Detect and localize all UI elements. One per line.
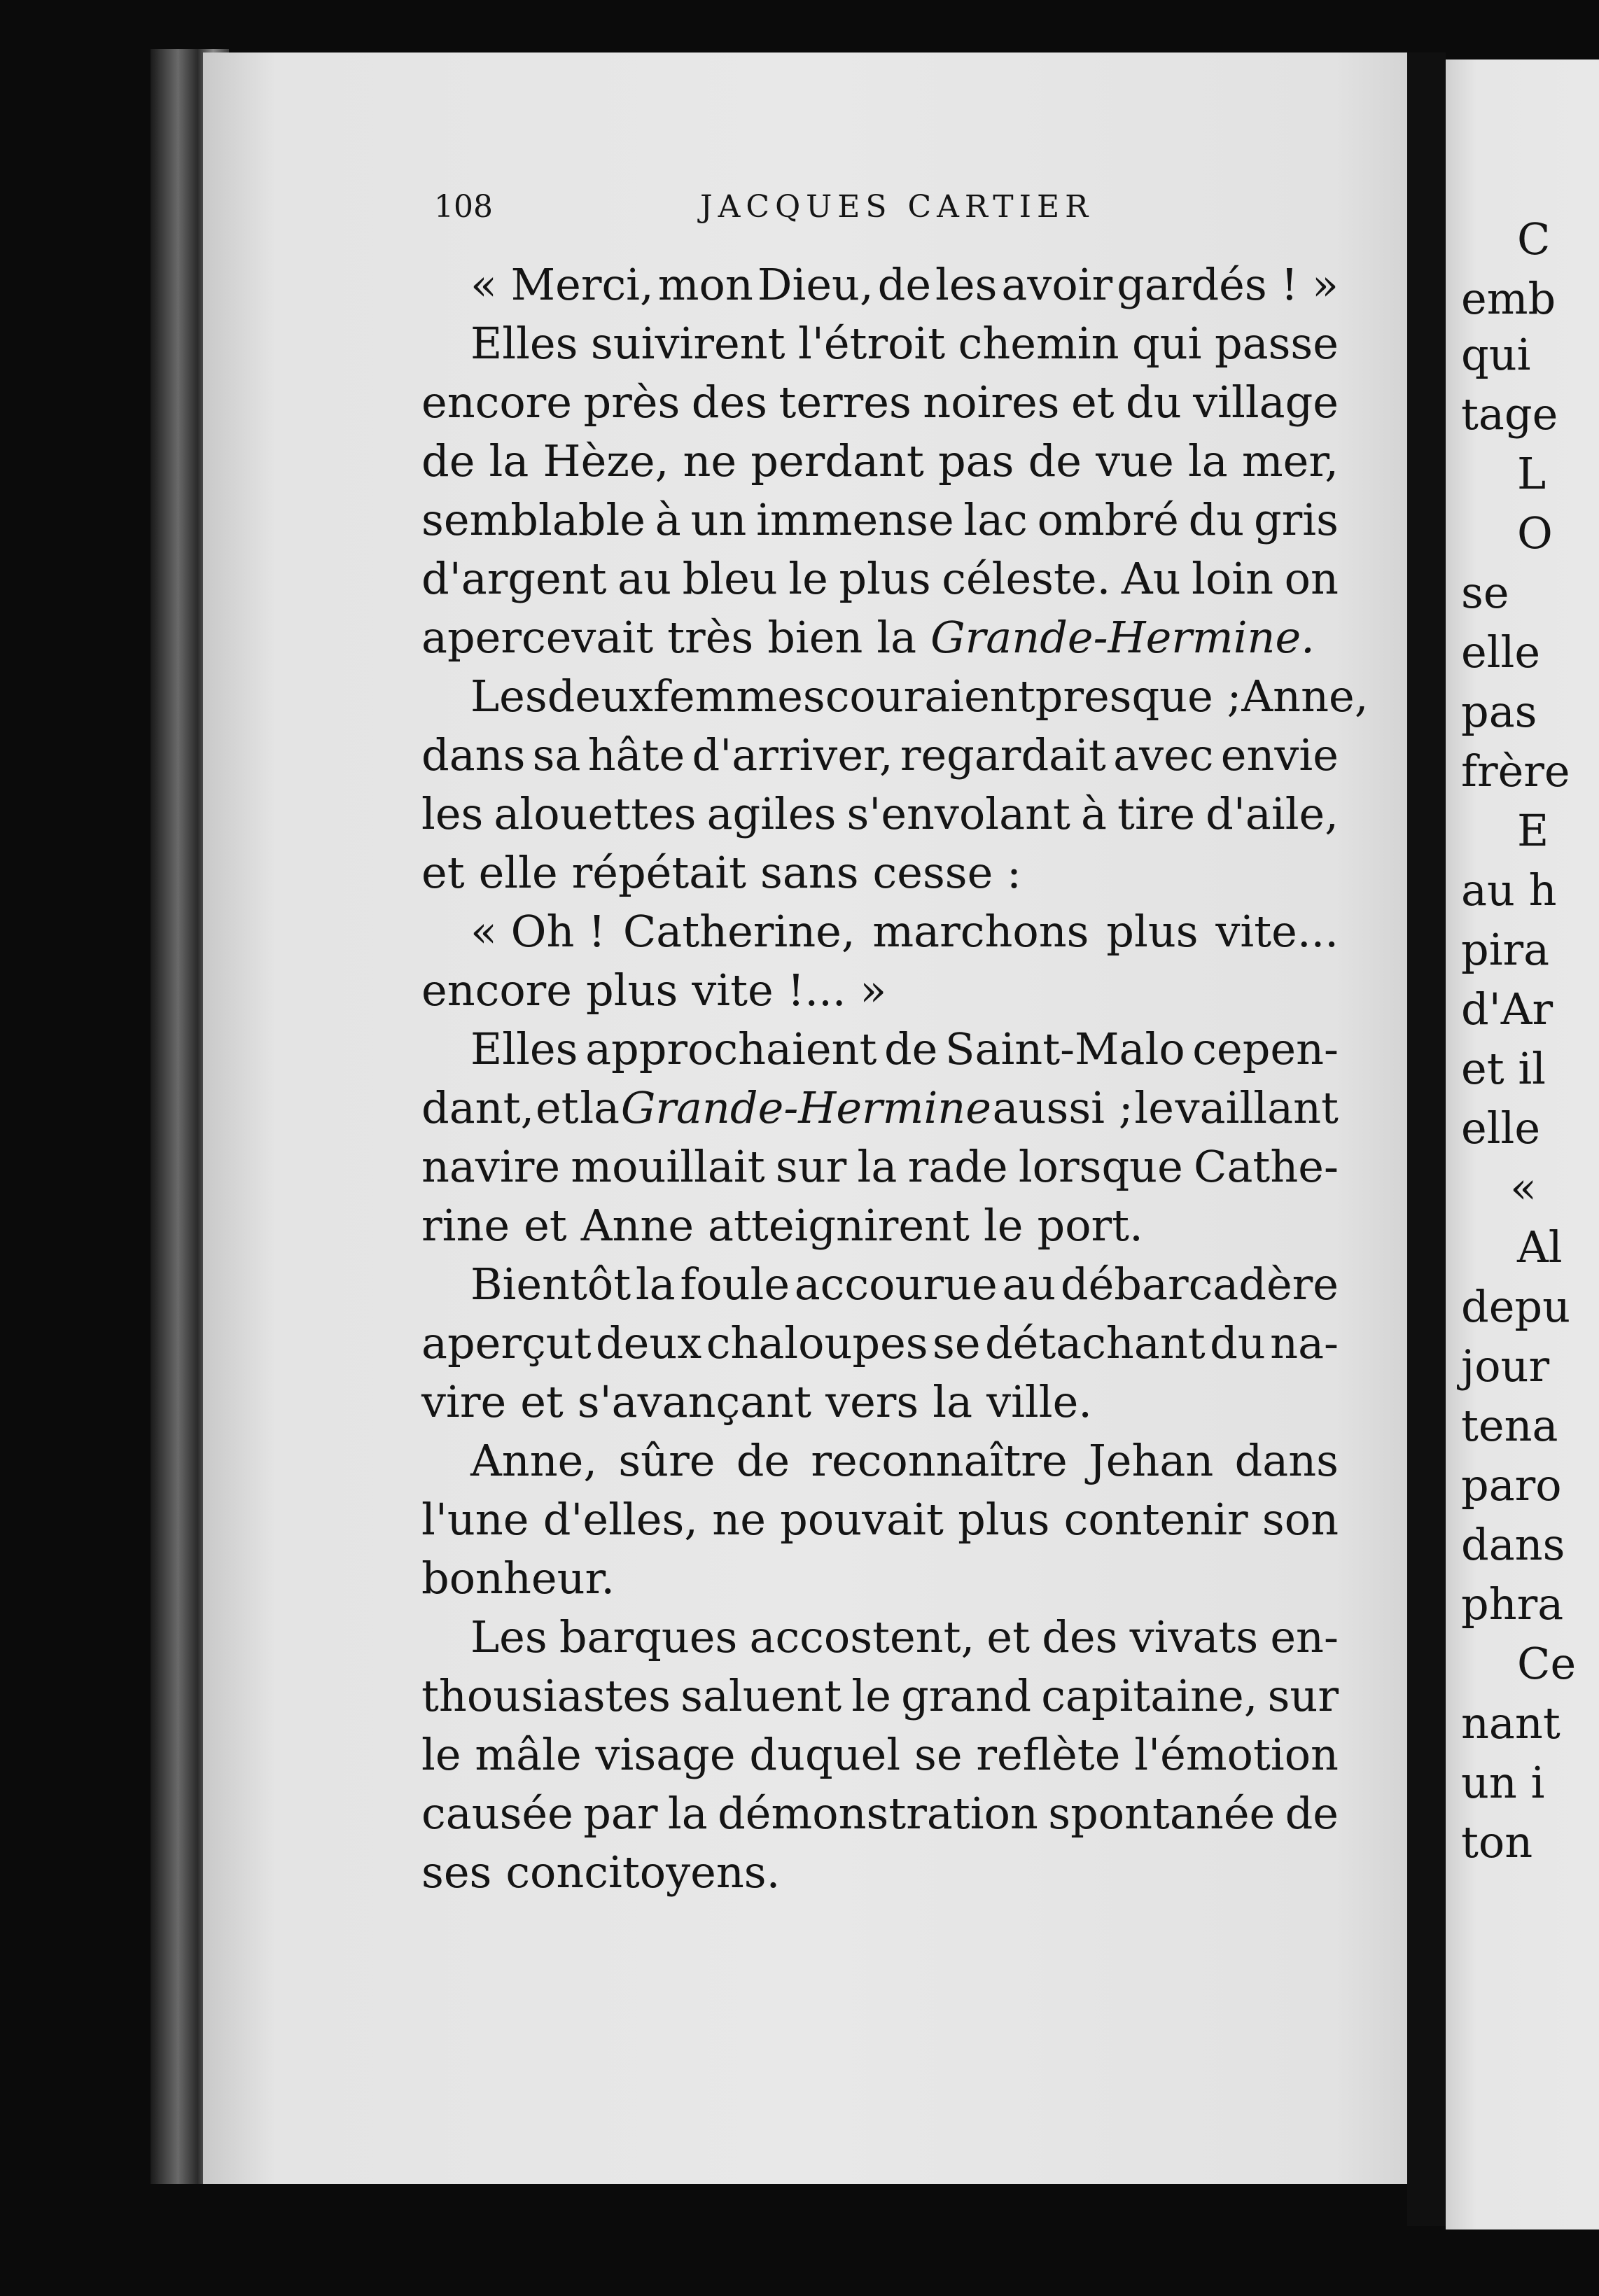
word: la — [635, 1259, 676, 1310]
word: Cathe- — [1194, 1141, 1339, 1192]
word: causée — [421, 1788, 573, 1839]
word: marchons — [872, 906, 1089, 957]
facing-page-fragment: se — [1461, 567, 1509, 618]
word: plus — [586, 965, 678, 1016]
text-line — [421, 961, 1339, 1020]
word: aperçut — [421, 1317, 592, 1368]
word: vire — [421, 1376, 507, 1427]
word: ne — [683, 435, 737, 486]
word: sûre — [618, 1435, 715, 1486]
word: un — [690, 494, 747, 545]
word: envie — [1220, 729, 1339, 780]
page-gutter — [1407, 52, 1446, 2226]
word: de — [877, 259, 932, 310]
word: et — [986, 1611, 1030, 1662]
word: sa — [532, 729, 581, 780]
word: Les — [470, 1611, 547, 1662]
word: se — [933, 1317, 981, 1368]
word: détachant — [984, 1317, 1206, 1368]
word: grand — [901, 1670, 1032, 1721]
facing-page-fragment: tena — [1461, 1400, 1558, 1451]
facing-page-fragment: Ce — [1517, 1638, 1577, 1689]
word: de — [421, 435, 475, 486]
word: de — [884, 1023, 938, 1074]
word: d'arriver, — [692, 729, 893, 780]
word: l'une — [421, 1494, 529, 1545]
running-title: JACQUES CARTIER — [700, 189, 1094, 225]
word: céleste. — [942, 553, 1111, 604]
word: deux — [547, 671, 653, 722]
word: accostent, — [749, 1611, 975, 1662]
word: port. — [1037, 1200, 1143, 1251]
word: des — [691, 377, 767, 428]
word: elle — [478, 847, 558, 898]
word: le — [851, 1670, 891, 1721]
word: et — [524, 1200, 567, 1251]
facing-page-fragment: elle — [1461, 1102, 1541, 1154]
word: à — [655, 494, 681, 545]
word: Jehan — [1088, 1435, 1214, 1486]
word: rine — [421, 1200, 510, 1251]
word: ne — [712, 1494, 766, 1545]
word: barques — [559, 1611, 738, 1662]
text-line — [421, 1490, 1339, 1549]
word: très — [667, 612, 754, 663]
word: noires — [923, 377, 1060, 428]
facing-page-fragment: pas — [1461, 686, 1537, 737]
word: contenir — [1063, 1494, 1248, 1545]
word: Catherine, — [622, 906, 856, 957]
word: Elles — [470, 318, 578, 369]
word: de — [1028, 435, 1082, 486]
word: avec — [1113, 729, 1214, 780]
word: d'argent — [421, 553, 607, 604]
word: gardés ! » — [1117, 259, 1339, 310]
text-line — [421, 255, 1339, 314]
word: Bientôt — [470, 1259, 631, 1310]
word: les — [935, 259, 998, 310]
word: de — [1285, 1788, 1339, 1839]
word: bien — [767, 612, 863, 663]
word: chaloupes — [706, 1317, 928, 1368]
facing-page-fragment: depu — [1461, 1281, 1570, 1332]
word: près — [583, 377, 680, 428]
word: spontanée — [1048, 1788, 1276, 1839]
word: apercevait — [421, 612, 654, 663]
word: Hèze, — [543, 435, 669, 486]
word: s'envolant — [846, 788, 1070, 839]
word: des — [1042, 1611, 1118, 1662]
text-line — [421, 373, 1339, 432]
word: la — [877, 612, 917, 663]
word: mer, — [1241, 435, 1339, 486]
word: ville. — [986, 1376, 1092, 1427]
word: se — [914, 1729, 963, 1780]
word: la — [667, 1788, 708, 1839]
word: au — [1002, 1259, 1056, 1310]
word: duquel — [749, 1729, 901, 1780]
word: saluent — [680, 1670, 842, 1721]
word: reconnaître — [811, 1435, 1068, 1486]
word: atteignirent — [708, 1200, 970, 1251]
word: vers — [825, 1376, 919, 1427]
text-line — [421, 1079, 1339, 1138]
word: deux — [595, 1317, 702, 1368]
word: le — [421, 1729, 461, 1780]
word: bleu — [682, 553, 778, 604]
word: concitoyens. — [505, 1847, 781, 1898]
word: la — [489, 435, 529, 486]
text-line — [421, 1373, 1339, 1432]
word: au — [617, 553, 672, 604]
text-line — [421, 550, 1339, 608]
word: qui — [1132, 318, 1202, 369]
word: na- — [1270, 1317, 1339, 1368]
facing-page-fragment: Al — [1517, 1222, 1563, 1273]
word: s'avançant — [577, 1376, 812, 1427]
word: vaillant — [1175, 1082, 1339, 1133]
word: encore — [421, 377, 573, 428]
word: le — [1134, 1082, 1174, 1133]
word: à — [1081, 788, 1107, 839]
word: l'étroit — [797, 318, 946, 369]
running-header — [434, 189, 1344, 238]
facing-page-fragment: « — [1510, 1162, 1537, 1213]
facing-page-fragment: ton — [1461, 1816, 1533, 1868]
word: lac — [963, 494, 1028, 545]
word: Grande-Hermine — [620, 1082, 991, 1133]
text-line — [421, 1549, 1339, 1608]
word: gris — [1253, 494, 1339, 545]
text-line — [421, 902, 1339, 961]
word: la — [933, 1376, 973, 1427]
text-line — [421, 1138, 1339, 1196]
word: alouettes — [494, 788, 697, 839]
word: démonstration — [718, 1788, 1038, 1839]
word: reflète — [976, 1729, 1121, 1780]
text-line — [421, 726, 1339, 785]
page-number: 108 — [434, 189, 493, 225]
facing-page-fragment: jour — [1461, 1340, 1550, 1392]
text-line — [421, 1726, 1339, 1784]
word: chemin — [958, 318, 1119, 369]
word: thousiastes — [421, 1670, 671, 1721]
word: d'aile, — [1206, 788, 1339, 839]
word: le — [788, 553, 828, 604]
facing-page-fragment: elle — [1461, 626, 1541, 678]
word: en- — [1270, 1611, 1339, 1662]
text-line — [421, 1667, 1339, 1726]
word: Au — [1121, 553, 1181, 604]
text-line — [421, 844, 1339, 902]
text-line — [421, 1020, 1339, 1079]
word: cepen- — [1192, 1023, 1339, 1074]
word: « Oh ! — [470, 906, 606, 957]
facing-page-fragment: emb — [1461, 273, 1556, 324]
facing-page-fragment: au h — [1461, 864, 1557, 916]
word: cesse : — [872, 847, 1021, 898]
word: couraient — [825, 671, 1035, 722]
word: rade — [907, 1141, 1008, 1192]
text-line — [421, 1314, 1339, 1373]
word: pas — [937, 435, 1014, 486]
word: tire — [1117, 788, 1196, 839]
word: et — [421, 847, 465, 898]
text-line — [421, 608, 1339, 667]
facing-page-fragment: paro — [1461, 1460, 1562, 1511]
word: vue — [1096, 435, 1174, 486]
word: avoir — [1001, 259, 1113, 310]
facing-page-fragment: phra — [1461, 1578, 1564, 1630]
word: navire — [421, 1141, 561, 1192]
word: sur — [775, 1141, 847, 1192]
word: vite !... » — [692, 965, 887, 1016]
word: terres — [778, 377, 912, 428]
word: la — [580, 1082, 620, 1133]
facing-page-fragment: d'Ar — [1461, 983, 1553, 1035]
word: encore — [421, 965, 573, 1016]
facing-page-fragment: dans — [1461, 1519, 1565, 1570]
word: Anne, — [470, 1435, 598, 1486]
facing-page-fragment: et il — [1461, 1043, 1546, 1094]
word: mon — [657, 259, 753, 310]
word: par — [583, 1788, 658, 1839]
text-line — [421, 1843, 1339, 1902]
facing-page-fragment: frère — [1461, 746, 1570, 797]
word: ombré — [1037, 494, 1179, 545]
word: mouillait — [571, 1141, 765, 1192]
word: foule — [680, 1259, 790, 1310]
word: visage — [595, 1729, 736, 1780]
word: et — [535, 1082, 579, 1133]
text-line — [421, 1432, 1339, 1490]
word: dans — [1234, 1435, 1339, 1486]
word: les — [421, 788, 484, 839]
word: et — [1070, 377, 1115, 428]
text-line — [421, 1608, 1339, 1667]
word: la — [1187, 435, 1228, 486]
word: vivats — [1129, 1611, 1259, 1662]
word: et — [520, 1376, 564, 1427]
body-text — [421, 255, 1369, 1902]
facing-page-fragment: C — [1517, 214, 1551, 265]
word: passe — [1214, 318, 1339, 369]
word: Elles — [470, 1023, 578, 1074]
facing-page-fragment: tage — [1461, 388, 1558, 440]
word: dans — [421, 729, 526, 780]
word: pouvait — [780, 1494, 944, 1545]
word: la — [857, 1141, 898, 1192]
word: débarcadère — [1060, 1259, 1339, 1310]
word: plus — [1106, 906, 1199, 957]
text-line — [421, 1784, 1339, 1843]
facing-page-fragment: pira — [1461, 924, 1550, 975]
word: perdant — [750, 435, 924, 486]
word: Grande-Hermine. — [930, 612, 1315, 663]
text-line — [421, 314, 1339, 373]
facing-page-fragment: O — [1517, 507, 1553, 559]
word: lorsque — [1018, 1141, 1183, 1192]
word: Saint-Malo — [945, 1023, 1185, 1074]
word: du — [1188, 494, 1245, 545]
word: hâte — [587, 729, 685, 780]
facing-page-fragment: L — [1517, 448, 1546, 499]
word: d'elles, — [543, 1494, 699, 1545]
word: dant, — [421, 1082, 535, 1133]
facing-page-fragment: un i — [1461, 1757, 1545, 1808]
word: Dieu, — [757, 259, 874, 310]
word: mâle — [475, 1729, 582, 1780]
text-line — [421, 667, 1369, 726]
word: accourue — [794, 1259, 998, 1310]
word: capitaine, — [1041, 1670, 1258, 1721]
facing-page-fragment: nant — [1461, 1698, 1560, 1749]
word: sans — [760, 847, 859, 898]
word: du — [1126, 377, 1182, 428]
word: répétait — [571, 847, 746, 898]
word: l'émotion — [1134, 1729, 1339, 1780]
word: du — [1210, 1317, 1266, 1368]
word: regardait — [900, 729, 1106, 780]
word: bonheur. — [421, 1553, 615, 1604]
word: ses — [421, 1847, 492, 1898]
word: loin — [1192, 553, 1274, 604]
word: on — [1284, 553, 1339, 604]
facing-page-fragment: E — [1517, 805, 1549, 856]
word: Anne, — [1241, 671, 1369, 722]
text-line — [421, 432, 1339, 491]
word: son — [1262, 1494, 1339, 1545]
text-line — [421, 491, 1339, 550]
word: femmes — [652, 671, 825, 722]
word: sur — [1267, 1670, 1339, 1721]
word: plus — [839, 553, 931, 604]
word: semblable — [421, 494, 645, 545]
text-line — [421, 1255, 1339, 1314]
word: Les — [470, 671, 547, 722]
word: presque ; — [1035, 671, 1242, 722]
word: de — [736, 1435, 790, 1486]
word: aussi ; — [992, 1082, 1133, 1133]
facing-page-fragment: qui — [1461, 329, 1531, 380]
facing-page — [1446, 59, 1599, 2230]
word: le — [983, 1200, 1024, 1251]
word: Anne — [580, 1200, 694, 1251]
text-line — [421, 785, 1339, 844]
word: agiles — [706, 788, 837, 839]
word: immense — [756, 494, 954, 545]
text-line — [421, 1196, 1339, 1255]
word: approchaient — [585, 1023, 877, 1074]
word: suivirent — [590, 318, 785, 369]
word: vite... — [1215, 906, 1339, 957]
word: « Merci, — [470, 259, 654, 310]
word: plus — [958, 1494, 1050, 1545]
word: village — [1193, 377, 1339, 428]
